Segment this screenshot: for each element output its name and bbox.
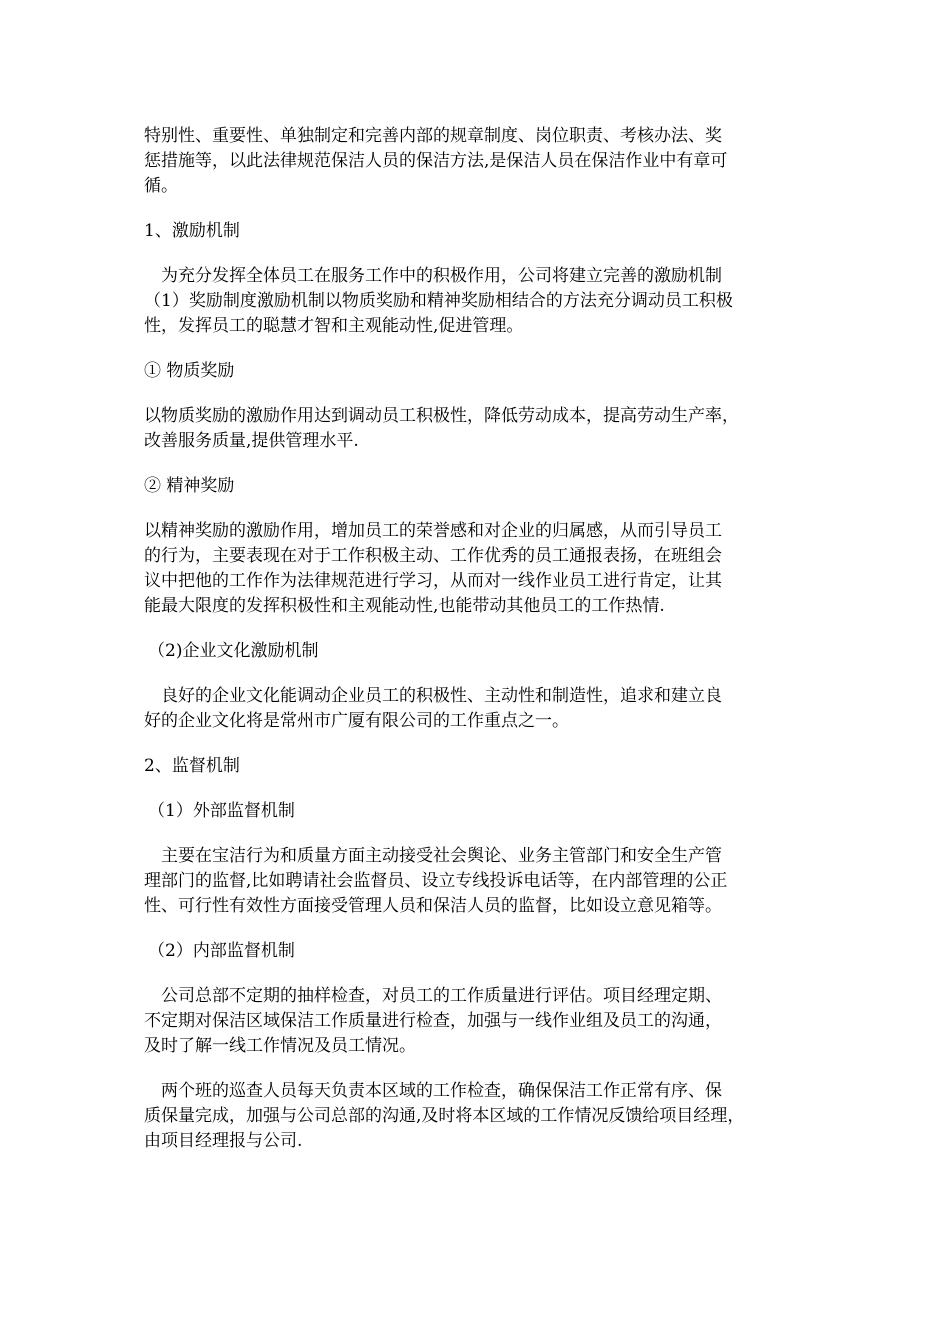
spiritual-reward-paragraph — [144, 519, 820, 619]
text-line: 特别性、重要性、单独制定和完善内部的规章制度、岗位职责、考核办法、奖 — [144, 126, 722, 146]
subheading-material-reward: ① 物质奖励 — [144, 361, 235, 381]
culture-paragraph — [144, 684, 820, 734]
text-line: （1）奖励制度激励机制以物质奖励和精神奖励相结合的方法充分调动员工积极 — [144, 291, 733, 311]
text-line: 及时了解一线工作情况及员工情况。 — [144, 1036, 416, 1056]
text-line: 为充分发挥全体员工在服务工作中的积极作用，公司将建立完善的激励机制 — [161, 266, 722, 286]
material-reward-paragraph — [144, 404, 820, 454]
text-line: 能最大限度的发挥积极性和主观能动性,也能带动其他员工的工作热情. — [144, 596, 665, 616]
text-line: 以物质奖励的激励作用达到调动员工积极性，降低劳动成本，提高劳动生产率， — [144, 406, 739, 426]
subheading-internal-supervision: （2）内部监督机制 — [148, 941, 295, 961]
subheading-spiritual-reward: ② 精神奖励 — [144, 476, 235, 496]
section-heading-supervision: 2、监督机制 — [144, 756, 240, 776]
internal-supervision-paragraph-2 — [144, 1079, 820, 1154]
text-line: 循。 — [144, 176, 178, 196]
internal-supervision-paragraph-1 — [144, 984, 820, 1059]
text-line: 质保量完成，加强与公司总部的沟通,及时将本区域的工作情况反馈给项目经理， — [144, 1106, 745, 1126]
text-line: 两个班的巡查人员每天负责本区域的工作检查，确保保洁工作正常有序、保 — [161, 1081, 722, 1101]
document-page — [144, 124, 820, 1174]
text-line: 由项目经理报与公司. — [144, 1131, 303, 1151]
text-line: 主要在宝洁行为和质量方面主动接受社会舆论、业务主管部门和安全生产管 — [161, 846, 722, 866]
intro-paragraph — [144, 124, 820, 199]
subheading-external-supervision: （1）外部监督机制 — [148, 801, 295, 821]
text-line: 议中把他的工作作为法律规范进行学习，从而对一线作业员工进行肯定，让其 — [144, 571, 722, 591]
text-line: 的行为，主要表现在对于工作积极主动、工作优秀的员工通报表扬，在班组会 — [144, 546, 722, 566]
text-line: 惩措施等，以此法律规范保洁人员的保洁方法,是保洁人员在保洁作业中有章可 — [144, 151, 728, 171]
text-line: 公司总部不定期的抽样检查，对员工的工作质量进行评估。项目经理定期、 — [161, 986, 722, 1006]
subheading-culture-incentive: （2)企业文化激励机制 — [148, 641, 319, 661]
text-line: 理部门的监督,比如聘请社会监督员、设立专线投诉电话等，在内部管理的公正 — [144, 871, 728, 891]
incentive-paragraph — [144, 264, 820, 339]
text-line: 好的企业文化将是常州市广厦有限公司的工作重点之一。 — [144, 711, 569, 731]
text-line: 性，发挥员工的聪慧才智和主观能动性,促进管理。 — [144, 316, 524, 336]
text-line: 良好的企业文化能调动企业员工的积极性、主动性和制造性，追求和建立良 — [161, 686, 722, 706]
text-line: 以精神奖励的激励作用，增加员工的荣誉感和对企业的归属感，从而引导员工 — [144, 521, 722, 541]
text-line: 改善服务质量,提供管理水平. — [144, 431, 359, 451]
section-heading-incentive: 1、激励机制 — [144, 221, 240, 241]
text-line: 不定期对保洁区域保洁工作质量进行检查，加强与一线作业组及员工的沟通， — [144, 1011, 722, 1031]
text-line: 性、可行性有效性方面接受管理人员和保洁人员的监督，比如设立意见箱等。 — [144, 896, 722, 916]
external-supervision-paragraph — [144, 844, 820, 919]
